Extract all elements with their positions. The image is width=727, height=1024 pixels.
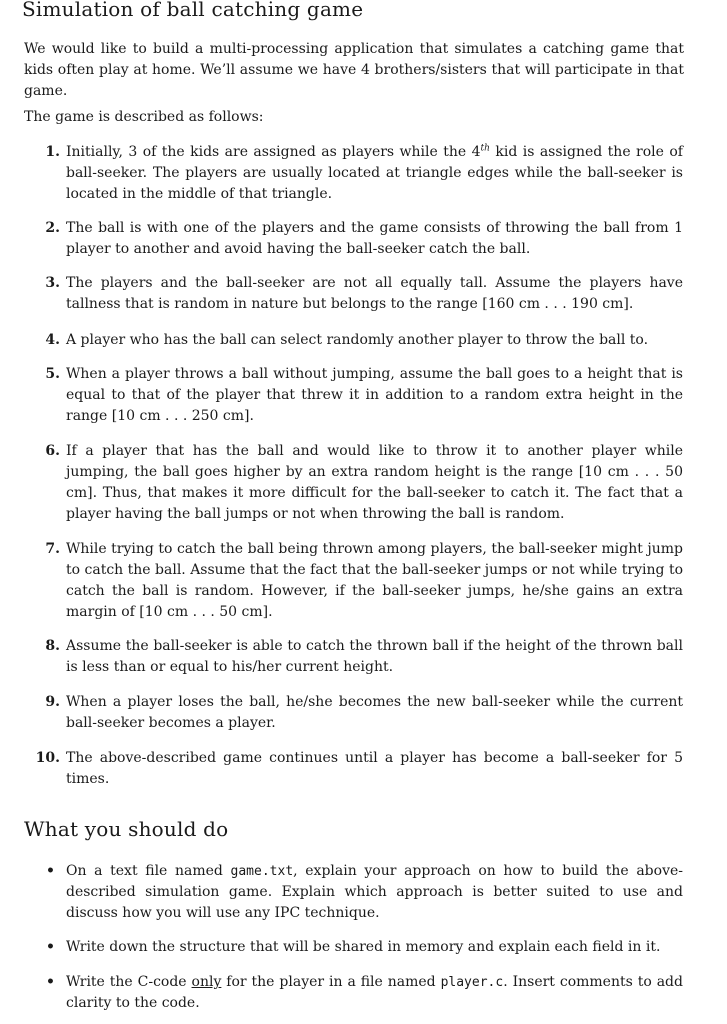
bullet-icon: • (46, 863, 55, 879)
task-text-part: . Insert comments to add clarity to the code. (66, 974, 683, 1011)
rule-text: While trying to catch the ball being thrown among players, the ball-seeker might jump to catch the ball. Assume that the fact that the ball-seeker jumps or not while trying to catch the ball is random. However, if the ball-seeker jumps, he/she gains an extra margin of [10 cm . . . 50 cm]. (66, 541, 683, 620)
underlined-word: only (191, 974, 222, 990)
task-text (66, 861, 683, 924)
section-heading: What you should do (24, 817, 229, 841)
rule-text: The ball is with one of the players and the game consists of throwing the ball from 1 player to another and avoid having the ball-seeker catch the ball. (66, 220, 683, 257)
lead-sentence: The game is described as follows: (24, 109, 264, 125)
task-text (66, 972, 683, 1014)
rule-text: If a player that has the ball and would like to throw it to another player while jumping, the ball goes higher by an extra random height is the range [10 cm . . . 50 cm]. Thus, that makes it more difficult for the ball-seeker to catch it. The fact that a player having the ball jumps or not when throwing the ball is random. (66, 443, 683, 522)
rule-text: When a player throws a ball without jumping, assume the ball goes to a height that is equal to that of the player that threw it in addition to a random extra height in the range [10 cm . . . 250 cm]. (66, 366, 683, 424)
rule-number: 10. (35, 750, 60, 766)
rule-number: 9. (45, 694, 60, 710)
rule-text: The players and the ball-seeker are not all equally tall. Assume the players have tallness that is random in nature but belongs to the range [160 cm . . . 190 cm]. (66, 275, 683, 312)
rule-text: A player who has the ball can select randomly another player to throw the ball to. (66, 332, 649, 348)
rule-text-part: kid is assigned the role of ball-seeker. The players are usually located at triangle edges while the ball-seeker is located in the middle of that triangle. (66, 144, 683, 202)
rule-number: 1. (45, 144, 60, 160)
rule-text: The above-described game continues until a player has become a ball-seeker for 5 times. (66, 750, 683, 787)
intro-paragraph: We would like to build a multi-processing application that simulates a catching game that kids often play at home. We’ll assume we have 4 brothers/sisters that will participate in that game. (24, 41, 684, 99)
filename-code: player.c (440, 975, 504, 990)
superscript-th: th (480, 143, 490, 154)
rule-number: 6. (45, 443, 60, 459)
bullet-icon: • (46, 939, 55, 955)
task-text-part: Write the C-code (66, 974, 192, 990)
rule-number: 4. (45, 332, 60, 348)
filename-code: game.txt (230, 864, 294, 879)
task-text: Write down the structure that will be shared in memory and explain each field in it. (66, 939, 661, 955)
document-title: Simulation of ball catching game (22, 0, 364, 21)
task-text-part: for the player in a file named (221, 974, 441, 990)
rule-text: Assume the ball-seeker is able to catch the thrown ball if the height of the thrown ball is less than or equal to his/her current height. (66, 638, 683, 675)
task-text-part: , explain your approach on how to build the above-described simulation game. Explain which approach is better suited to use and discuss how you will use any IPC technique. (66, 863, 683, 921)
rule-text (66, 142, 683, 205)
rule-number: 2. (45, 220, 60, 236)
rule-text: When a player loses the ball, he/she becomes the new ball-seeker while the current ball-seeker becomes a player. (66, 694, 683, 731)
bullet-icon: • (46, 974, 55, 990)
rule-number: 8. (45, 638, 60, 654)
rule-number: 5. (45, 366, 60, 382)
rule-text-part: Initially, 3 of the kids are assigned as players while the 4 (66, 144, 481, 160)
rule-number: 7. (45, 541, 60, 557)
rule-number: 3. (45, 275, 60, 291)
task-text-part: On a text file named (66, 863, 231, 879)
